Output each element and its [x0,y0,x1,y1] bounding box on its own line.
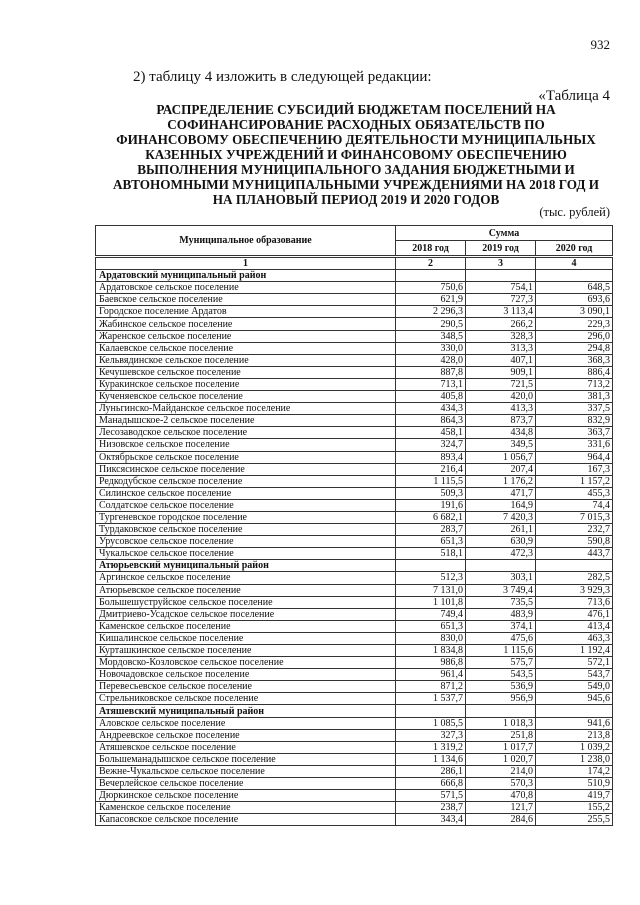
amount-2020: 167,3 [536,463,613,475]
amount-2018: 651,3 [396,536,466,548]
amount-2018: 216,4 [396,463,466,475]
amount-2019: 328,3 [466,330,536,342]
amount-2018: 7 131,0 [396,584,466,596]
amount-2018: 571,5 [396,790,466,802]
amount-2019: 164,9 [466,499,536,511]
settlement-name: Атяшевское сельское поселение [96,741,396,753]
settlement-name: Ардатовское сельское поселение [96,282,396,294]
settlement-name: Жаренское сельское поселение [96,330,396,342]
settlement-name: Силинское сельское поселение [96,487,396,499]
amount-2018: 405,8 [396,391,466,403]
amount-2019: 575,7 [466,657,536,669]
table-row [96,487,613,499]
amount-2019: 284,6 [466,814,536,826]
settlement-name: Курташкинское сельское поселение [96,645,396,657]
settlement-name: Манадышское-2 сельское поселение [96,415,396,427]
amount-2018: 750,6 [396,282,466,294]
amount-2019: 483,9 [466,608,536,620]
amount-2018: 191,6 [396,499,466,511]
amount-2018: 428,0 [396,354,466,366]
settlement-name: Новочадовское сельское поселение [96,669,396,681]
table-row [96,717,613,729]
header-year: 2018 год [396,241,466,257]
table-row [96,282,613,294]
table-row [96,802,613,814]
amount-2020: 282,5 [536,572,613,584]
amount-2018: 1 834,8 [396,645,466,657]
amount-2019: 721,5 [466,378,536,390]
amount-2019: 261,1 [466,524,536,536]
column-number: 3 [466,257,536,270]
amount-2020: 368,3 [536,354,613,366]
amount-2020: 510,9 [536,778,613,790]
column-number: 2 [396,257,466,270]
amount-2020: 294,8 [536,342,613,354]
settlement-name: Аргинское сельское поселение [96,572,396,584]
amount-2019: 1 056,7 [466,451,536,463]
table-row [96,790,613,802]
district-name: Атяшевский муниципальный район [96,705,396,717]
table-row [96,632,613,644]
amount-2019: 956,9 [466,693,536,705]
amount-2020: 255,5 [536,814,613,826]
amount-2019: 251,8 [466,729,536,741]
amount-2018: 864,3 [396,415,466,427]
amount-2020: 455,3 [536,487,613,499]
empty-cell [466,270,536,282]
amount-2020: 3 929,3 [536,584,613,596]
amount-2019: 1 017,7 [466,741,536,753]
amount-2020: 174,2 [536,765,613,777]
header-year: 2019 год [466,241,536,257]
amount-2019: 873,7 [466,415,536,427]
amount-2020: 232,7 [536,524,613,536]
table-row [96,330,613,342]
settlement-name: Дмитриево-Усадское сельское поселение [96,608,396,620]
amount-2020: 886,4 [536,366,613,378]
table-row [96,620,613,632]
table-row [96,378,613,390]
header-year: 2020 год [536,241,613,257]
settlement-name: Кельвядинское сельское поселение [96,354,396,366]
empty-cell [536,560,613,572]
amount-2020: 713,6 [536,596,613,608]
amount-2018: 1 101,8 [396,596,466,608]
amount-2018: 509,3 [396,487,466,499]
amount-2018: 1 115,5 [396,475,466,487]
amount-2018: 283,7 [396,524,466,536]
amount-2020: 463,3 [536,632,613,644]
amount-2020: 381,3 [536,391,613,403]
settlement-name: Каменское сельское поселение [96,802,396,814]
table-row [96,548,613,560]
amount-2018: 6 682,1 [396,511,466,523]
amount-2020: 331,6 [536,439,613,451]
settlement-name: Баевское сельское поселение [96,294,396,306]
amount-2019: 7 420,3 [466,511,536,523]
settlement-name: Большешуструйское сельское поселение [96,596,396,608]
table-row [96,499,613,511]
table-row [96,778,613,790]
title-line: НА ПЛАНОВЫЙ ПЕРИОД 2019 И 2020 ГОДОВ [212,192,500,207]
amount-2018: 1 537,7 [396,693,466,705]
table-row [96,306,613,318]
settlement-name: Кечушевское сельское поселение [96,366,396,378]
amount-2020: 549,0 [536,681,613,693]
amount-2020: 648,5 [536,282,613,294]
table-row [96,366,613,378]
settlement-name: Перевесьевское сельское поселение [96,681,396,693]
settlement-name: Чукальское сельское поселение [96,548,396,560]
settlement-name: Вежне-Чукальское сельское поселение [96,765,396,777]
settlement-name: Низовское сельское поселение [96,439,396,451]
title-line: ВЫПОЛНЕНИЯ МУНИЦИПАЛЬНОГО ЗАДАНИЯ БЮДЖЕТНЫМИ И [137,162,575,177]
table-row [96,657,613,669]
amount-2020: 363,7 [536,427,613,439]
settlement-name: Пиксясинское сельское поселение [96,463,396,475]
table-row [96,415,613,427]
amount-2018: 348,5 [396,330,466,342]
title-line: СОФИНАНСИРОВАНИЕ РАСХОДНЫХ ОБЯЗАТЕЛЬСТВ ПО [167,117,545,132]
amount-2019: 349,5 [466,439,536,451]
amount-2020: 296,0 [536,330,613,342]
amount-2020: 572,1 [536,657,613,669]
amount-2018: 330,0 [396,342,466,354]
district-name: Ардатовский муниципальный район [96,270,396,282]
amount-2018: 518,1 [396,548,466,560]
amount-2019: 630,9 [466,536,536,548]
amount-2020: 155,2 [536,802,613,814]
amount-2020: 693,6 [536,294,613,306]
intro-text: 2) таблицу 4 изложить в следующей редакции: [133,69,432,85]
table-row [96,318,613,330]
settlement-name: Калаевское сельское поселение [96,342,396,354]
settlement-name: Октябрьское сельское поселение [96,451,396,463]
amount-2020: 832,9 [536,415,613,427]
settlement-name: Аловское сельское поселение [96,717,396,729]
amount-2019: 754,1 [466,282,536,294]
amount-2018: 1 134,6 [396,753,466,765]
amount-2019: 472,3 [466,548,536,560]
table-row [96,681,613,693]
title-line: АВТОНОМНЫМИ МУНИЦИПАЛЬНЫМИ УЧРЕЖДЕНИЯМИ НА 2018 ГОД И [112,177,600,192]
amount-2018: 2 296,3 [396,306,466,318]
column-numbers-row [96,257,613,270]
settlement-name: Жабинское сельское поселение [96,318,396,330]
amount-2020: 941,6 [536,717,613,729]
amount-2019: 1 018,3 [466,717,536,729]
amount-2019: 207,4 [466,463,536,475]
amount-2018: 1 085,5 [396,717,466,729]
amount-2019: 121,7 [466,802,536,814]
table-row [96,814,613,826]
table-row [96,572,613,584]
settlement-name: Вечерлейское сельское поселение [96,778,396,790]
table-row [96,403,613,415]
amount-2018: 238,7 [396,802,466,814]
amount-2020: 229,3 [536,318,613,330]
amount-2020: 413,4 [536,620,613,632]
units-label: (тыс. рублей) [539,205,610,219]
settlement-name: Атюрьевское сельское поселение [96,584,396,596]
amount-2018: 458,1 [396,427,466,439]
table-label: «Таблица 4 [538,88,610,104]
title-line: ФИНАНСОВОМУ ОБЕСПЕЧЕНИЮ ДЕЯТЕЛЬНОСТИ МУНИЦИПАЛЬНЫХ [116,132,596,147]
settlement-name: Капасовское сельское поселение [96,814,396,826]
amount-2019: 727,3 [466,294,536,306]
settlement-name: Редкодубское сельское поселение [96,475,396,487]
amount-2018: 713,1 [396,378,466,390]
settlement-name: Урусовское сельское поселение [96,536,396,548]
amount-2020: 7 015,3 [536,511,613,523]
amount-2018: 830,0 [396,632,466,644]
table-row [96,451,613,463]
settlement-name: Турдаковское сельское поселение [96,524,396,536]
settlement-name: Стрельниковское сельское поселение [96,693,396,705]
amount-2019: 909,1 [466,366,536,378]
amount-2020: 964,4 [536,451,613,463]
empty-cell [536,705,613,717]
table-row [96,753,613,765]
amount-2019: 1 115,6 [466,645,536,657]
amount-2019: 1 020,7 [466,753,536,765]
amount-2019: 303,1 [466,572,536,584]
empty-cell [466,705,536,717]
amount-2020: 543,7 [536,669,613,681]
amount-2019: 407,1 [466,354,536,366]
table-row [96,511,613,523]
table-row [96,475,613,487]
subsidies-table [95,225,613,826]
amount-2020: 1 157,2 [536,475,613,487]
amount-2018: 621,9 [396,294,466,306]
amount-2018: 749,4 [396,608,466,620]
district-row [96,705,613,717]
amount-2020: 337,5 [536,403,613,415]
amount-2020: 945,6 [536,693,613,705]
table-row [96,693,613,705]
amount-2020: 443,7 [536,548,613,560]
amount-2018: 324,7 [396,439,466,451]
amount-2020: 1 192,4 [536,645,613,657]
empty-cell [396,560,466,572]
amount-2019: 471,7 [466,487,536,499]
amount-2019: 536,9 [466,681,536,693]
table-row [96,669,613,681]
page-number: 932 [590,37,610,52]
table-row [96,294,613,306]
settlement-name: Лесозаводское сельское поселение [96,427,396,439]
column-number: 1 [96,257,396,270]
amount-2020: 590,8 [536,536,613,548]
amount-2018: 434,3 [396,403,466,415]
district-row [96,560,613,572]
table-row [96,342,613,354]
settlement-name: Кученяевское сельское поселение [96,391,396,403]
amount-2019: 543,5 [466,669,536,681]
table-row [96,391,613,403]
settlement-name: Мордовско-Козловское сельское поселение [96,657,396,669]
amount-2019: 374,1 [466,620,536,632]
settlement-name: Тургеневское городское поселение [96,511,396,523]
amount-2018: 512,3 [396,572,466,584]
table-row [96,439,613,451]
amount-2019: 735,5 [466,596,536,608]
header-sum: Сумма [396,226,613,241]
amount-2018: 961,4 [396,669,466,681]
amount-2018: 327,3 [396,729,466,741]
title-line: КАЗЕННЫХ УЧРЕЖДЕНИЙ И ФИНАНСОВОМУ ОБЕСПЕЧЕНИЮ [145,147,567,162]
empty-cell [396,270,466,282]
amount-2019: 3 749,4 [466,584,536,596]
district-row [96,270,613,282]
table-row [96,741,613,753]
settlement-name: Городское поселение Ардатов [96,306,396,318]
amount-2018: 986,8 [396,657,466,669]
amount-2020: 419,7 [536,790,613,802]
amount-2019: 570,3 [466,778,536,790]
settlement-name: Кишалинское сельское поселение [96,632,396,644]
amount-2018: 893,4 [396,451,466,463]
table-row [96,524,613,536]
table-row [96,354,613,366]
table-row [96,536,613,548]
settlement-name: Дюркинское сельское поселение [96,790,396,802]
settlement-name: Каменское сельское поселение [96,620,396,632]
amount-2018: 1 319,2 [396,741,466,753]
table-row [96,427,613,439]
amount-2018: 343,4 [396,814,466,826]
amount-2019: 475,6 [466,632,536,644]
amount-2018: 887,8 [396,366,466,378]
empty-cell [396,705,466,717]
amount-2020: 1 039,2 [536,741,613,753]
amount-2019: 266,2 [466,318,536,330]
amount-2019: 470,8 [466,790,536,802]
amount-2019: 3 113,4 [466,306,536,318]
amount-2018: 666,8 [396,778,466,790]
amount-2020: 1 238,0 [536,753,613,765]
table-row [96,584,613,596]
settlement-name: Куракинское сельское поселение [96,378,396,390]
amount-2019: 1 176,2 [466,475,536,487]
title-line: РАСПРЕДЕЛЕНИЕ СУБСИДИЙ БЮДЖЕТАМ ПОСЕЛЕНИЙ НА [156,102,556,117]
amount-2019: 413,3 [466,403,536,415]
amount-2020: 476,1 [536,608,613,620]
settlement-name: Солдатское сельское поселение [96,499,396,511]
district-name: Атюрьевский муниципальный район [96,560,396,572]
empty-cell [466,560,536,572]
settlement-name: Большеманадышское сельское поселение [96,753,396,765]
column-number: 4 [536,257,613,270]
settlement-name: Андреевское сельское поселение [96,729,396,741]
amount-2020: 213,8 [536,729,613,741]
table-row [96,765,613,777]
settlement-name: Луньгинско-Майданское сельское поселение [96,403,396,415]
amount-2020: 3 090,1 [536,306,613,318]
amount-2020: 74,4 [536,499,613,511]
amount-2019: 420,0 [466,391,536,403]
table-row [96,645,613,657]
table-row [96,596,613,608]
table-row [96,608,613,620]
amount-2018: 290,5 [396,318,466,330]
amount-2018: 651,3 [396,620,466,632]
amount-2019: 434,8 [466,427,536,439]
header-municipality: Муниципальное образование [96,226,396,257]
amount-2018: 871,2 [396,681,466,693]
table-title [100,102,612,207]
amount-2019: 214,0 [466,765,536,777]
amount-2019: 313,3 [466,342,536,354]
amount-2018: 286,1 [396,765,466,777]
empty-cell [536,270,613,282]
table-row [96,463,613,475]
table-row [96,729,613,741]
amount-2020: 713,2 [536,378,613,390]
